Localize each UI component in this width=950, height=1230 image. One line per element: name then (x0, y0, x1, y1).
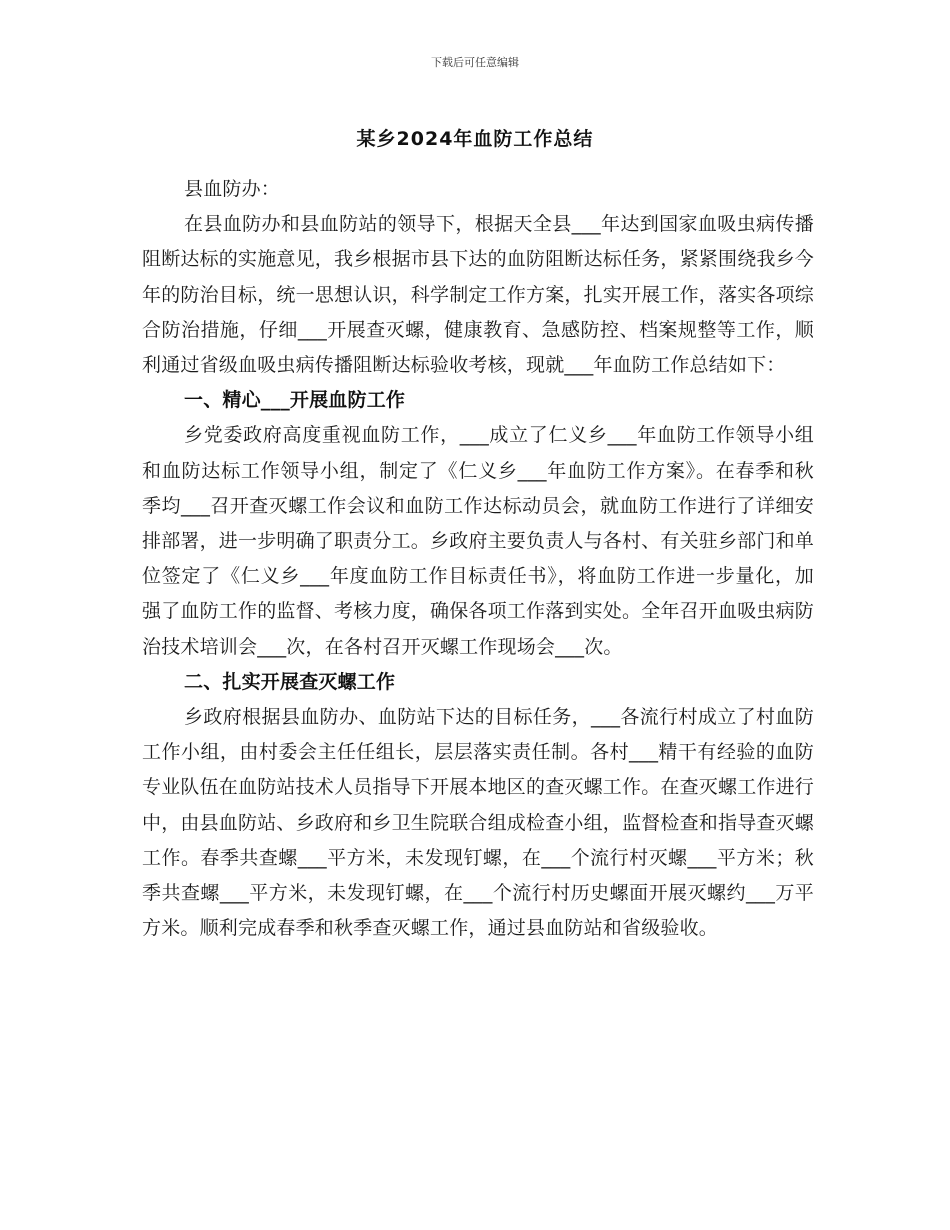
document-body (142, 172, 814, 946)
section-heading-1: 一、精心___开展血防工作 (184, 389, 406, 412)
section-heading-2: 二、扎实开展查灭螺工作 (184, 670, 396, 693)
intro-paragraph: 在县血防办和县血防站的领导下，根据天全县___年达到国家血吸虫病传播阻断达标的实施意见，我乡根据市县下达的血防阻断达标任务，紧紧围绕我乡今年的防治目标，统一思想认识，科学制定工作方案，扎实开展工作，落实各项综合防治措施，仔细___开展查灭螺，健康教育、急感防控、档案规整等工作，顺利通过省级血吸虫病传播阻断达标验收考核，现就___年血防工作总结如下： (142, 213, 815, 377)
header-note: 下载后可任意编辑 (431, 56, 519, 69)
section-paragraph-2: 乡政府根据县血防办、血防站下达的目标任务，___各流行村成立了村血防工作小组，由村委会主任任组长，层层落实责任制。各村___精干有经验的血防专业队伍在血防站技术人员指导下开展本地区的查灭螺工作。在查灭螺工作进行中，由县血防站、乡政府和乡卫生院联合组成检查小组，监督检查和指导查灭螺工作。春季共查螺___平方米，未发现钉螺，在___个流行村灭螺___平方米；秋季共查螺___平方米，未发现钉螺，在___个流行村历史螺面开展灭螺约___万平方米。顺利完成春季和秋季查灭螺工作，通过县血防站和省级验收。 (142, 706, 815, 940)
document-title: 某乡2024年血防工作总结 (356, 128, 594, 150)
salutation: 县血防办： (184, 178, 281, 200)
section-paragraph-1: 乡党委政府高度重视血防工作，___成立了仁义乡___年血防工作领导小组和血防达标工作领导小组，制定了《仁义乡___年血防工作方案》。在春季和秋季均___召开查灭螺工作会议和血防工作达标动员会，就血防工作进行了详细安排部署，进一步明确了职责分工。乡政府主要负责人与各村、有关驻乡部门和单位签定了《仁义乡___年度血防工作目标责任书》，将血防工作进一步量化，加强了血防工作的监督、考核力度，确保各项工作落到实处。全年召开血吸虫病防治技术培训会___次，在各村召开灭螺工作现场会___次。 (142, 424, 815, 658)
